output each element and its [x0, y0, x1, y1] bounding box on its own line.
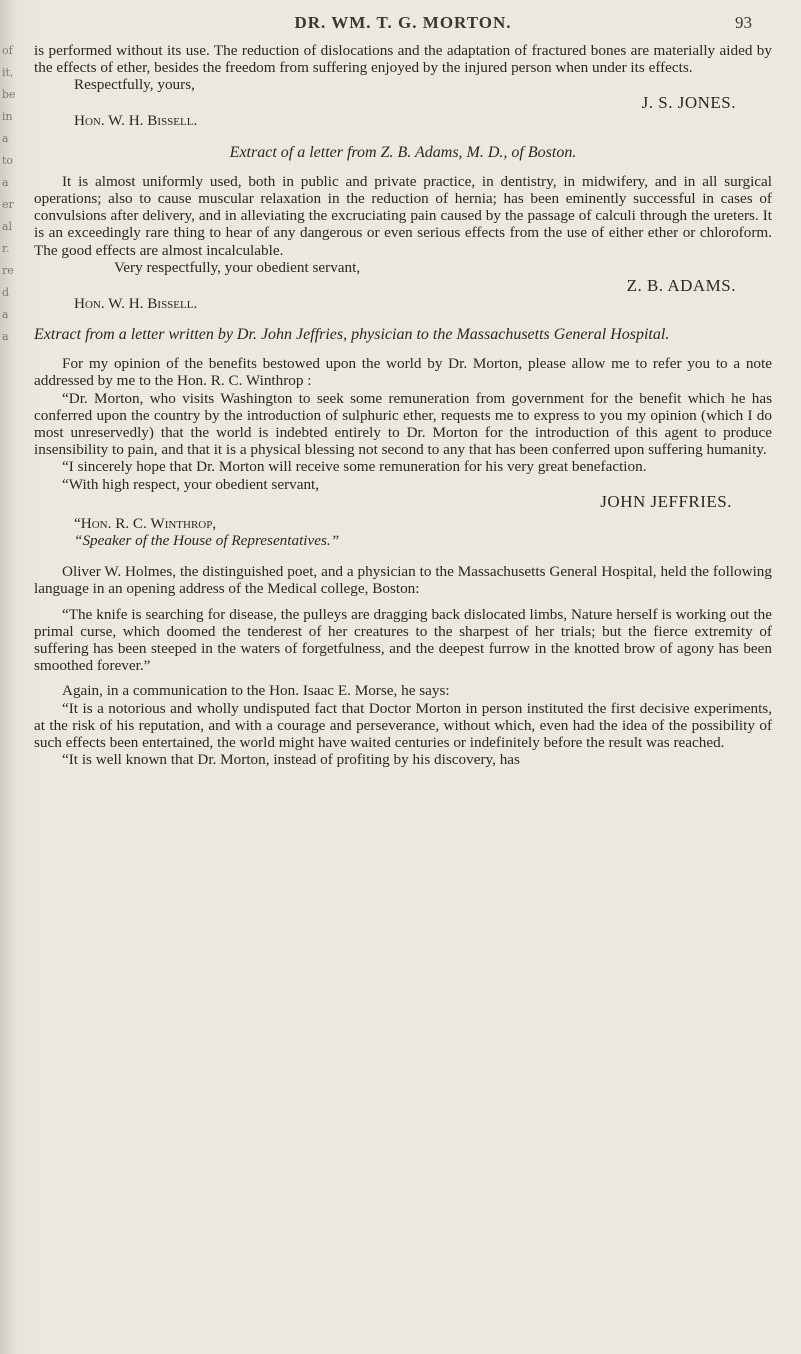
holmes-quote-3: “It is well known that Dr. Morton, instead of profiting by his discovery, has [62, 751, 520, 769]
jones-signature-block [34, 76, 772, 112]
jones-closing: Respectfully, yours, [74, 76, 195, 94]
adams-closing: Very respectfully, your obedient servant, [114, 258, 361, 276]
gutter-mark: it, [2, 66, 14, 79]
holmes-again: Again, in a communication to the Hon. Isaac E. Morse, he says: [62, 682, 450, 700]
jeffries-addressee-2: “Speaker of the House of Representatives.” [74, 532, 340, 550]
holmes-quote-2: “It is a notorious and wholly undisputed fact that Doctor Morton in person instituted the first decisive experiments, at the risk of his reputation, and with a courage and perseverance, without which, even had the idea of the possibility of such effects been entertained, the world might have waited centuries or indefinitely before the result was reached. [34, 699, 772, 752]
gutter-mark: re [2, 264, 14, 277]
adams-letter-body: It is almost uniformly used, both in public and private practice, in dentistry, in midwifery, and in all surgical operations; also to cause muscular relaxation in the reduction of hernia; has been eminently successful in cases of convulsions after delivery, and in alleviating the excruciating pain caused by the passage of calculi through the ureters. It is an exceedingly rare thing to hear of any dangerous or even serious effects from the use of either ether or chloroform. The good effects are almost incalculable. [34, 172, 772, 259]
gutter-mark: d [2, 286, 10, 299]
gutter-mark: in [2, 110, 13, 123]
gutter-mark: be [2, 88, 16, 101]
gutter-mark: r. [2, 242, 10, 255]
adams-signature: Z. B. ADAMS. [626, 275, 736, 295]
gutter-mark: er [2, 198, 14, 211]
jeffries-quote-1: “Dr. Morton, who visits Washington to seek some remuneration from government for the benefit which he has conferred upon the country by the introduction of sulphuric ether, requests me to express to you my opinion (which I do most unreservedly) that the world is indebted entirely to Dr. Morton for the introduction of this agent to produce insensibility to pain, and that it is a physical blessing not second to any that has been conferred upon suffering humanity. [34, 389, 772, 459]
jones-signature: J. S. JONES. [641, 93, 736, 113]
jeffries-addressee-1: “Hon. R. C. Winthrop, [74, 514, 217, 532]
jones-addressee: Hon. W. H. Bissell. [74, 112, 198, 130]
holmes-intro: Oliver W. Holmes, the distinguished poet, and a physician to the Massachusetts General Hospital, held the following language in an opening address of the Medical college, Boston: [34, 563, 772, 598]
jones-letter-body: is performed without its use. The reduction of dislocations and the adaptation of fractured bones are materially aided by the effects of ether, besides the freedom from suffering enjoyed by the injured person when under its effects. [34, 42, 772, 77]
page-content [34, 14, 772, 769]
gutter-mark: to [2, 154, 14, 167]
gutter-mark: a [2, 176, 9, 189]
adams-signature-block [34, 259, 772, 295]
jeffries-quote-2: “I sincerely hope that Dr. Morton will receive some remuneration for his very great benefaction. [62, 458, 647, 476]
page-number: 93 [735, 13, 752, 32]
running-head: DR. WM. T. G. MORTON. [294, 13, 512, 32]
gutter-bleed-marks [2, 40, 16, 940]
jeffries-heading: Extract from a letter written by Dr. John Jeffries, physician to the Massachusetts General Hospital. [34, 326, 670, 344]
gutter-mark: a [2, 330, 9, 343]
holmes-quote: “The knife is searching for disease, the pulleys are dragging back dislocated limbs, Nature herself is working out the primal curse, which doomed the tenderest of her creatures to the sharpest of her trials; but the fierce extremity of suffering has been steeped in the waters of forgetfulness, and the deepest furrow in the knotted brow of agony has been smoothed forever.” [34, 605, 772, 675]
adams-addressee: Hon. W. H. Bissell. [74, 294, 198, 312]
jeffries-signature: JOHN JEFFRIES. [600, 491, 732, 511]
gutter-mark: of [2, 44, 13, 57]
jeffries-intro: For my opinion of the benefits bestowed upon the world by Dr. Morton, please allow me to refer you to a note addressed by me to the Hon. R. C. Winthrop : [34, 355, 772, 390]
page-header [34, 14, 772, 42]
gutter-mark: al [2, 220, 13, 233]
adams-heading: Extract of a letter from Z. B. Adams, M. D., of Boston. [229, 143, 577, 161]
jeffries-signature-row [34, 493, 772, 515]
jeffries-closing: “With high respect, your obedient servant, [62, 475, 320, 493]
gutter-mark: a [2, 308, 9, 321]
gutter-mark: a [2, 132, 9, 145]
